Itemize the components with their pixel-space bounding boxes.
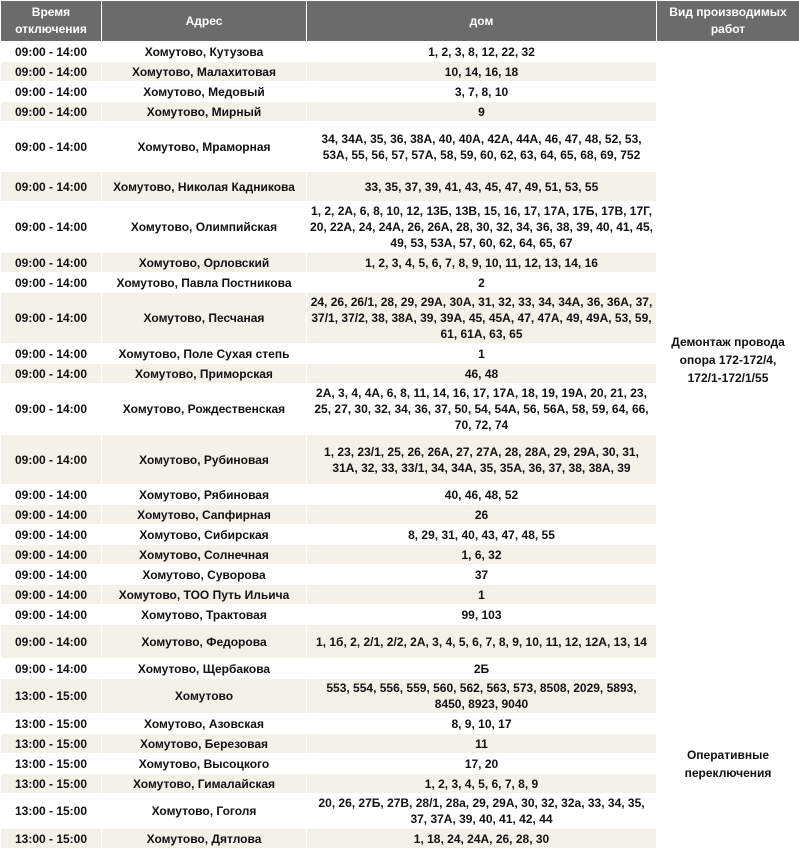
address-cell: Хомутово, Приморская	[102, 364, 307, 384]
houses-cell: 34, 34А, 35, 36, 38А, 40, 40А, 42А, 44А, 46, 47, 48, 52, 53, 53А, 55, 56, 57, 57А, 58, 59, 60, 62, 63, 64, 65, 68, 69, 752	[307, 122, 657, 172]
address-cell: Хомутово, Дятлова	[102, 829, 307, 849]
time-cell: 09:00 - 14:00	[1, 435, 102, 485]
address-cell: Хомутово, Рубиновая	[102, 435, 307, 485]
time-cell: 13:00 - 15:00	[1, 734, 102, 754]
houses-cell: 1	[307, 585, 657, 605]
time-cell: 09:00 - 14:00	[1, 62, 102, 82]
work-type-cell: Демонтаж провода опора 172-172/4, 172/1-172/1/55	[657, 42, 799, 679]
header-work: Вид производимых работ	[657, 1, 799, 42]
time-cell: 09:00 - 14:00	[1, 202, 102, 253]
address-cell: Хомутово, Трактовая	[102, 605, 307, 625]
header-row	[1, 1, 799, 42]
houses-cell: 2А, 3, 4, 4А, 6, 8, 11, 14, 16, 17, 17А, 18, 19, 19А, 20, 21, 23, 25, 27, 30, 32, 34, 36, 37, 50, 54, 54А, 56, 56А, 58, 59, 64, 66, 70, 72, 74	[307, 384, 657, 435]
time-cell: 09:00 - 14:00	[1, 505, 102, 525]
address-cell: Хомутово, Песчаная	[102, 293, 307, 344]
time-cell: 09:00 - 14:00	[1, 525, 102, 545]
time-cell: 09:00 - 14:00	[1, 585, 102, 605]
address-cell: Хомутово, Малахитовая	[102, 62, 307, 82]
time-cell: 13:00 - 15:00	[1, 774, 102, 794]
time-cell: 09:00 - 14:00	[1, 253, 102, 273]
houses-cell: 1, 2, 2А, 6, 8, 10, 12, 13Б, 13В, 15, 16, 17, 17А, 17Б, 17В, 17Г, 20, 22А, 24, 24А, 26, 26А, 28, 30, 32, 34, 36, 38, 39, 40, 41, 45, 49, 53, 53А, 57, 60, 62, 64, 65, 67	[307, 202, 657, 253]
table-row	[1, 679, 799, 714]
houses-cell: 2Б	[307, 659, 657, 679]
houses-cell: 99, 103	[307, 605, 657, 625]
houses-cell: 8, 29, 31, 40, 43, 47, 48, 55	[307, 525, 657, 545]
address-cell: Хомутово, Медовый	[102, 82, 307, 102]
address-cell: Хомутово, Солнечная	[102, 545, 307, 565]
houses-cell: 1	[307, 344, 657, 364]
houses-cell: 553, 554, 556, 559, 560, 562, 563, 573, 8508, 2029, 5893, 8450, 8923, 9040	[307, 679, 657, 714]
address-cell: Хомутово, Олимпийская	[102, 202, 307, 253]
houses-cell: 33, 35, 37, 39, 41, 43, 45, 47, 49, 51, 53, 55	[307, 172, 657, 202]
houses-cell: 37	[307, 565, 657, 585]
address-cell: Хомутово	[102, 679, 307, 714]
time-cell: 09:00 - 14:00	[1, 42, 102, 62]
time-cell: 09:00 - 14:00	[1, 344, 102, 364]
address-cell: Хомутово, Павла Постникова	[102, 273, 307, 293]
address-cell: Хомутово, Гоголя	[102, 794, 307, 829]
time-cell: 09:00 - 14:00	[1, 273, 102, 293]
time-cell: 13:00 - 15:00	[1, 754, 102, 774]
time-cell: 13:00 - 15:00	[1, 679, 102, 714]
address-cell: Хомутово, Сапфирная	[102, 505, 307, 525]
address-cell: Хомутово, Высоцкого	[102, 754, 307, 774]
houses-cell: 1, 6, 32	[307, 545, 657, 565]
time-cell: 13:00 - 15:00	[1, 794, 102, 829]
time-cell: 09:00 - 14:00	[1, 293, 102, 344]
address-cell: Хомутово, Гималайская	[102, 774, 307, 794]
time-cell: 09:00 - 14:00	[1, 545, 102, 565]
address-cell: Хомутово, Березовая	[102, 734, 307, 754]
address-cell: Хомутово, Суворова	[102, 565, 307, 585]
time-cell: 13:00 - 15:00	[1, 714, 102, 734]
houses-cell: 1, 23, 23/1, 25, 26, 26А, 27, 27А, 28, 28А, 29, 29А, 30, 31, 31А, 32, 33, 33/1, 34, 34А, 35, 35А, 36, 37, 38, 38А, 39	[307, 435, 657, 485]
houses-cell: 17, 20	[307, 754, 657, 774]
address-cell: Хомутово, Поле Сухая степь	[102, 344, 307, 364]
time-cell: 09:00 - 14:00	[1, 384, 102, 435]
address-cell: Хомутово, Мирный	[102, 102, 307, 122]
houses-cell: 3, 7, 8, 10	[307, 82, 657, 102]
time-cell: 09:00 - 14:00	[1, 102, 102, 122]
header-address: Адрес	[102, 1, 307, 42]
header-time: Время отключения	[1, 1, 102, 42]
time-cell: 09:00 - 14:00	[1, 172, 102, 202]
houses-cell: 9	[307, 102, 657, 122]
time-cell: 09:00 - 14:00	[1, 485, 102, 505]
houses-cell: 1, 1б, 2, 2/1, 2/2, 2А, 3, 4, 5, 6, 7, 8, 9, 10, 11, 12, 12А, 13, 14	[307, 625, 657, 659]
address-cell: Хомутово, Рябиновая	[102, 485, 307, 505]
address-cell: Хомутово, Рождественская	[102, 384, 307, 435]
houses-cell: 46, 48	[307, 364, 657, 384]
houses-cell: 2	[307, 273, 657, 293]
time-cell: 09:00 - 14:00	[1, 625, 102, 659]
houses-cell: 20, 26, 27Б, 27В, 28/1, 28а, 29, 29А, 30, 32, 32а, 33, 34, 35, 37, 37А, 39, 40, 41, 42, 44	[307, 794, 657, 829]
houses-cell: 24, 26, 26/1, 28, 29, 29А, 30А, 31, 32, 33, 34, 34А, 36, 36А, 37, 37/1, 37/2, 38, 38А, 39, 39А, 45, 45А, 47, 47А, 49, 49А, 53, 59, 61, 61А, 63, 65	[307, 293, 657, 344]
time-cell: 09:00 - 14:00	[1, 565, 102, 585]
address-cell: Хомутово, Орловский	[102, 253, 307, 273]
houses-cell: 1, 18, 24, 24А, 26, 28, 30	[307, 829, 657, 849]
address-cell: Хомутово, ТОО Путь Ильича	[102, 585, 307, 605]
header-house: дом	[307, 1, 657, 42]
time-cell: 09:00 - 14:00	[1, 605, 102, 625]
houses-cell: 40, 46, 48, 52	[307, 485, 657, 505]
work-type-cell: Оперативные переключения	[657, 679, 799, 849]
time-cell: 09:00 - 14:00	[1, 82, 102, 102]
time-cell: 09:00 - 14:00	[1, 122, 102, 172]
houses-cell: 11	[307, 734, 657, 754]
houses-cell: 8, 9, 10, 17	[307, 714, 657, 734]
time-cell: 09:00 - 14:00	[1, 364, 102, 384]
time-cell: 13:00 - 15:00	[1, 829, 102, 849]
address-cell: Хомутово, Федорова	[102, 625, 307, 659]
houses-cell: 10, 14, 16, 18	[307, 62, 657, 82]
address-cell: Хомутово, Николая Кадникова	[102, 172, 307, 202]
address-cell: Хомутово, Щербакова	[102, 659, 307, 679]
address-cell: Хомутово, Кутузова	[102, 42, 307, 62]
houses-cell: 1, 2, 3, 4, 5, 6, 7, 8, 9, 10, 11, 12, 13, 14, 16	[307, 253, 657, 273]
houses-cell: 26	[307, 505, 657, 525]
address-cell: Хомутово, Сибирская	[102, 525, 307, 545]
address-cell: Хомутово, Азовская	[102, 714, 307, 734]
address-cell: Хомутово, Мраморная	[102, 122, 307, 172]
houses-cell: 1, 2, 3, 8, 12, 22, 32	[307, 42, 657, 62]
table-row	[1, 42, 799, 62]
time-cell: 09:00 - 14:00	[1, 659, 102, 679]
houses-cell: 1, 2, 3, 4, 5, 6, 7, 8, 9	[307, 774, 657, 794]
